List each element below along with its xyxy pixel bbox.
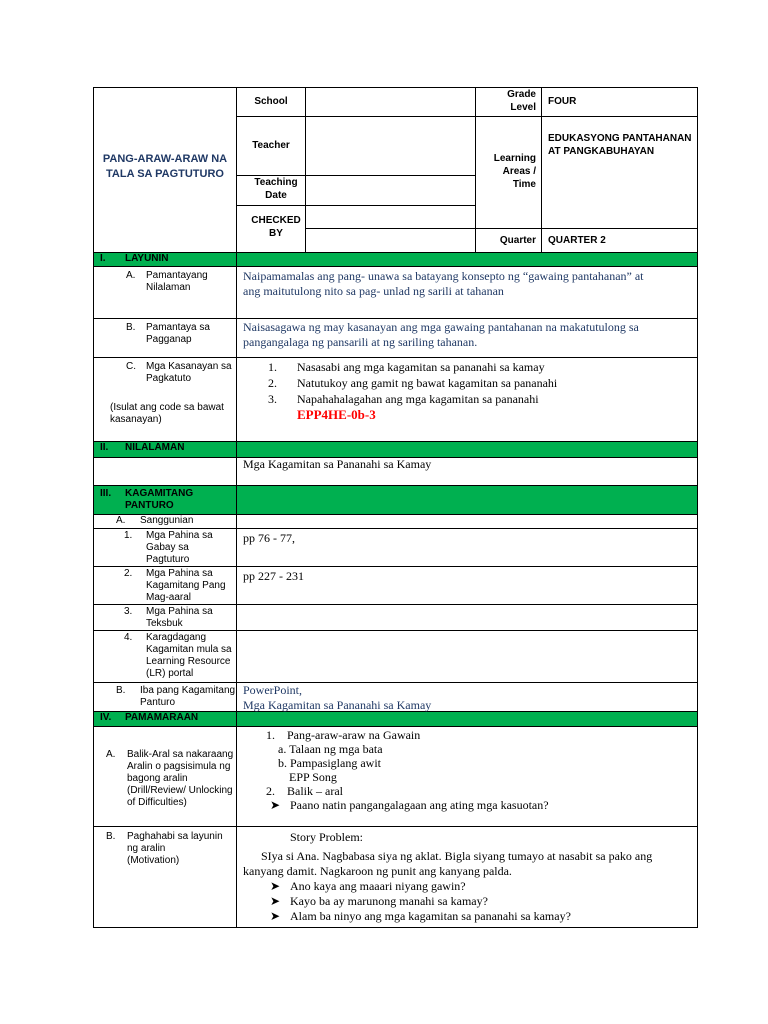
list-item-num: 1. xyxy=(268,360,277,374)
teaching-date-label xyxy=(237,176,315,202)
bullet-item-text: Kayo ba ay marunong manahi sa kamay? xyxy=(290,894,488,908)
page-title xyxy=(96,152,234,182)
bullet-item xyxy=(270,909,571,924)
grade-level-label-line-2: Level xyxy=(510,102,536,113)
item-a-letter: A. xyxy=(126,270,136,281)
checked-by-label-line-1: CHECKED xyxy=(251,215,301,226)
list-item: b. Pampasiglang awit xyxy=(278,756,381,770)
section-title-nilalaman: NILALAMAN xyxy=(125,442,185,453)
paghahabi-label xyxy=(127,831,223,867)
section-title-kagamitang-panturo-line-2: PANTURO xyxy=(125,500,174,511)
ref-1-label-line-2: Gabay sa xyxy=(146,542,189,553)
quarter-label: Quarter xyxy=(499,235,536,246)
sanggunian-label: Sanggunian xyxy=(140,515,194,526)
hline-header-end xyxy=(93,252,698,253)
section-num-i: I. xyxy=(100,253,106,264)
item-b-letter: B. xyxy=(126,322,136,333)
section-title-pamamaraan: PAMAMARAAN xyxy=(125,712,199,723)
learning-areas-value xyxy=(548,132,692,158)
list-item: Natutukoy ang gamit ng bawat kagamitan sa pananahi xyxy=(297,376,558,390)
iba-pang-kagamitan-label xyxy=(140,685,235,709)
story-text xyxy=(243,849,652,878)
teacher-label: Teacher xyxy=(252,140,290,151)
isulat-code-note xyxy=(110,402,224,426)
bullet-item xyxy=(270,879,466,894)
ref-3-label-line-1: Mga Pahina sa xyxy=(146,606,213,617)
ref-3-num: 3. xyxy=(124,606,133,617)
hline-6 xyxy=(93,485,698,486)
pamantayang-nilalaman-text xyxy=(243,269,695,298)
pamantayang-nilalaman-label-line-2: Nilalaman xyxy=(146,282,191,293)
title-line-2: TALA SA PAGTUTURO xyxy=(106,168,224,180)
arrow-bullet-icon: ➤ xyxy=(270,909,281,923)
ref-2-label xyxy=(146,568,226,604)
grade-level-label-line-1: Grade xyxy=(507,89,536,100)
balik-aral-label-line-1: Balik-Aral sa nakaraang xyxy=(127,749,234,760)
story-text-line-2: kanyang damit. Nagkaroon ng punit ang kanyang palda. xyxy=(243,863,512,878)
balik-aral-label-line-3: bagong aralin xyxy=(127,773,188,784)
nilalaman-text: Mga Kagamitan sa Pananahi sa Kamay xyxy=(243,457,432,471)
hline-2 xyxy=(93,318,698,319)
learning-areas-value-line-2: AT PANGKABUHAYAN xyxy=(548,146,655,157)
ref-2-value: pp 227 - 231 xyxy=(243,569,304,583)
sanggunian-letter: A. xyxy=(116,515,126,526)
pamantayan-sa-pagganap-text-line-2: pangangalaga ng pansarili at ng sariling tahanan. xyxy=(243,334,478,349)
ref-4-label-line-1: Karagdagang xyxy=(146,632,207,643)
ref-1-label xyxy=(146,530,213,566)
section-bar-nilalaman xyxy=(94,441,697,457)
learning-areas-label-line-1: Learning xyxy=(493,153,536,164)
section-num-iii: III. xyxy=(100,488,112,499)
item-c-letter: C. xyxy=(126,361,136,372)
pamantayan-sa-pagganap-label-line-2: Pagganap xyxy=(146,334,192,345)
bullet-item xyxy=(270,894,488,909)
grade-level-value: FOUR xyxy=(548,96,577,107)
hline-15 xyxy=(93,826,698,827)
pamantayan-sa-pagganap-label xyxy=(146,322,210,346)
balik-aral-label-line-5: of Difficulties) xyxy=(127,797,187,808)
pamantayang-nilalaman-label xyxy=(146,270,208,294)
iba-pang-kagamitan-label-line-1: Iba pang Kagamitang xyxy=(140,685,236,696)
section-title-kagamitang-panturo-line-1: KAGAMITANG xyxy=(125,488,194,499)
hline-8 xyxy=(93,528,698,529)
paghahabi-label-line-3: (Motivation) xyxy=(127,855,180,866)
list-item-num: 2. xyxy=(266,784,275,798)
bullet-item-text: Paano natin pangangalagaan ang ating mga kasuotan? xyxy=(290,798,549,812)
mga-kasanayan-label-line-2: Pagkatuto xyxy=(146,373,192,384)
pamantayang-nilalaman-label-line-1: Pamantayang xyxy=(146,270,208,281)
ref-1-num: 1. xyxy=(124,530,133,541)
ref-4-label-line-3: Learning Resource xyxy=(146,656,231,667)
competency-code: EPP4HE-0b-3 xyxy=(297,407,376,422)
list-item: Pang-araw-araw na Gawain xyxy=(287,728,421,742)
learning-areas-label-line-2: Areas / xyxy=(502,166,536,177)
teaching-date-label-line-1: Teaching xyxy=(254,177,298,188)
bullet-item-text: Alam ba ninyo ang mga kagamitan sa pananahi sa kamay? xyxy=(290,909,571,923)
section-num-ii: II. xyxy=(100,442,109,453)
list-item: Napahahalagahan ang mga kagamitan sa pananahi xyxy=(297,392,539,406)
ref-2-label-line-1: Mga Pahina sa xyxy=(146,568,213,579)
border-bottom xyxy=(93,927,698,928)
title-line-1: PANG-ARAW-ARAW NA xyxy=(102,153,228,165)
ref-4-num: 4. xyxy=(124,632,133,643)
learning-areas-label-line-3: Time xyxy=(512,179,536,190)
story-text-line-1: SIya si Ana. Nagbabasa siya ng aklat. Bigla siyang tumayo at nasabit sa pako ang xyxy=(261,849,653,863)
ref-2-label-line-3: Mag-aaral xyxy=(146,592,192,603)
hline-1 xyxy=(93,266,698,267)
hline-3 xyxy=(93,357,698,358)
hline-date xyxy=(236,205,476,206)
border-right xyxy=(697,87,698,928)
arrow-bullet-icon: ➤ xyxy=(270,894,281,908)
ref-4-label-line-2: Kagamitan mula sa xyxy=(146,644,232,655)
hline-10 xyxy=(93,604,698,605)
bullet-item xyxy=(270,798,549,813)
section-num-iv: IV. xyxy=(100,712,112,723)
isulat-code-note-line-1: (Isulat ang code sa bawat xyxy=(110,402,224,413)
ref-1-value: pp 76 - 77, xyxy=(243,531,295,545)
balik-aral-label-line-4: (Drill/Review/ Unlocking xyxy=(127,785,233,796)
list-item: Nasasabi ang mga kagamitan sa pananahi sa kamay xyxy=(297,360,545,374)
pamantayan-sa-pagganap-text-line-1: Naisasagawa ng may kasanayan ang mga gawaing pantahanan na makatutulong sa xyxy=(243,320,639,334)
section-title-kagamitang-panturo xyxy=(125,488,193,512)
ref-2-label-line-2: Kagamitang Pang xyxy=(146,580,226,591)
list-item-num: 1. xyxy=(266,728,275,742)
section-bar-layunin xyxy=(94,252,697,266)
learning-areas-label xyxy=(476,152,536,191)
mga-kasanayan-label-line-1: Mga Kasanayan sa xyxy=(146,361,232,372)
hline-grade xyxy=(475,116,697,117)
hline-9 xyxy=(93,566,698,567)
list-item: a. Talaan ng mga bata xyxy=(278,742,383,756)
teacher-field[interactable] xyxy=(306,117,475,175)
list-item-num: 2. xyxy=(268,376,277,390)
arrow-bullet-icon: ➤ xyxy=(270,798,281,812)
story-problem-heading: Story Problem: xyxy=(290,830,364,844)
mga-kasanayan-label xyxy=(146,361,232,385)
ref-1-label-line-1: Mga Pahina sa xyxy=(146,530,213,541)
school-field[interactable] xyxy=(306,88,475,116)
checked-by-label-line-2: BY xyxy=(269,228,283,239)
border-left xyxy=(93,87,94,928)
school-label: School xyxy=(254,96,288,107)
balik-aral-label-line-2: Aralin o pagsisimula ng xyxy=(127,761,231,772)
balik-aral-letter: A. xyxy=(106,749,116,760)
paghahabi-letter: B. xyxy=(106,831,116,842)
ref-3-label-line-2: Teksbuk xyxy=(146,618,183,629)
iba-pang-kagamitan-letter: B. xyxy=(116,685,126,696)
iba-pang-kagamitan-label-line-2: Panturo xyxy=(140,697,176,708)
ref-4-label-line-4: (LR) portal xyxy=(146,668,194,679)
iba-pang-kagamitan-text-line-1: PowerPoint, xyxy=(243,683,303,697)
checked-by-label xyxy=(237,214,315,240)
hline-14 xyxy=(93,726,698,727)
pamantayan-sa-pagganap-label-line-1: Pamantaya sa xyxy=(146,322,210,333)
bullet-item-text: Ano kaya ang maaari niyang gawin? xyxy=(290,879,466,893)
hline-11 xyxy=(93,630,698,631)
teaching-date-label-line-2: Date xyxy=(265,190,287,201)
pamantayang-nilalaman-text-line-1: Naipamamalas ang pang- unawa sa batayang konsepto ng “gawaing pantahanan” at xyxy=(243,269,644,283)
ref-2-num: 2. xyxy=(124,568,133,579)
quarter-value: QUARTER 2 xyxy=(548,235,606,246)
iba-pang-kagamitan-text-line-2: Mga Kagamitan sa Pananahi sa Kamay xyxy=(243,697,432,712)
list-item: EPP Song xyxy=(289,770,337,784)
ref-3-label xyxy=(146,606,213,630)
arrow-bullet-icon: ➤ xyxy=(270,879,281,893)
ref-1-label-line-3: Pagtuturo xyxy=(146,554,190,565)
learning-areas-value-line-1: EDUKASYONG PANTAHANAN xyxy=(548,133,692,144)
list-item: Balik – aral xyxy=(287,784,343,798)
hline-checked-inner xyxy=(305,228,476,229)
isulat-code-note-line-2: kasanayan) xyxy=(110,414,162,425)
ref-4-label xyxy=(146,632,232,680)
hline-quarter xyxy=(475,228,697,229)
paghahabi-label-line-2: ng aralin xyxy=(127,843,166,854)
balik-aral-label xyxy=(127,749,233,809)
grade-level-label xyxy=(476,88,536,114)
paghahabi-label-line-1: Paghahabi sa layunin xyxy=(127,831,223,842)
section-title-layunin: LAYUNIN xyxy=(125,253,169,264)
pamantayan-sa-pagganap-text xyxy=(243,320,695,349)
list-item-num: 3. xyxy=(268,392,277,406)
pamantayang-nilalaman-text-line-2: ang maitutulong nito sa pag- unlad ng sarili at tahanan xyxy=(243,283,504,298)
iba-pang-kagamitan-text xyxy=(243,683,431,712)
